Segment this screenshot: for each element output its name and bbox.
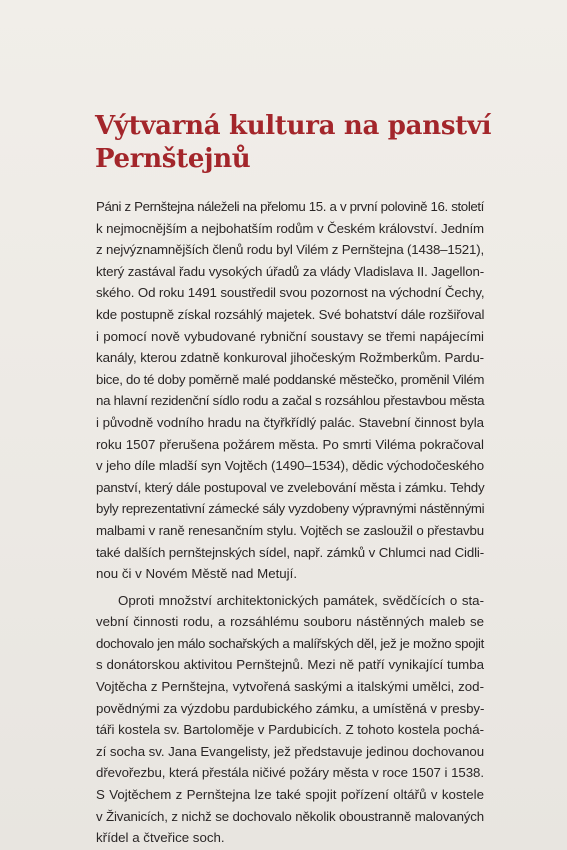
text-line: dřevořezbu, která přestála ničivé požáry města v roce 1507 i 1538. xyxy=(96,765,484,781)
text-line: kanály, kterou zdatně konkuroval jihočeským Rožmberkům. Pardu- xyxy=(96,350,484,366)
text-line: také dalších pernštejnských sídel, např. zámků v Chlumci nad Cidli- xyxy=(96,544,484,560)
title-line: Pernštejnů xyxy=(95,144,251,174)
text-line: Vojtěcha z Pernštejna, vytvořená saskými a italskými umělci, zod- xyxy=(96,679,484,695)
text-line: ského. Od roku 1491 soustředil svou pozornost na východní Čechy, xyxy=(96,285,485,301)
text-line: v Živanicích, z nichž se dochovalo několik oboustranně malovaných xyxy=(96,808,484,824)
body-text xyxy=(96,196,484,849)
text-line: nou či v Novém Městě nad Metují. xyxy=(96,566,298,582)
text-line: který zastával řadu vysokých úřadů za vlády Vladislava II. Jagellon- xyxy=(96,263,484,279)
text-line: s donátorskou aktivitou Pernštejnů. Mezi ně patří vynikající tumba xyxy=(96,657,484,673)
text-line: kde postupně získal rozsáhlý majetek. Své bohatství dále rozšiřoval xyxy=(96,306,485,322)
text-line: povědnými za výzdobu pardubického zámku, a umístěná v presby- xyxy=(96,700,485,716)
text-line: zí socha sv. Jana Evangelisty, jež představuje jedinou dochovanou xyxy=(96,743,485,759)
text-line: na hlavní rezidenční sídlo rodu a začal s rozsáhlou přestavbou města xyxy=(96,393,485,409)
text-line: vební činnosti rodu, a rozsáhlému souboru nástěnných maleb se xyxy=(96,614,484,630)
text-line: bice, do té doby poměrně malé poddanské městečko, proměnil Vilém xyxy=(96,371,485,387)
text-line: byly reprezentativní zámecké sály vyzdobeny výpravnými nástěnnými xyxy=(96,501,485,517)
text-line: z nejvýznamnějších členů rodu byl Vilém z Pernštejna (1438–1521), xyxy=(96,242,484,258)
text-line: k nejmocnějším a nejbohatším rodům v Českém království. Jedním xyxy=(96,220,484,236)
text-line: dochovalo jen málo sochařských a malířských děl, jež je možno spojit xyxy=(96,635,484,651)
paragraph-1 xyxy=(96,196,484,585)
text-line: panství, který dále postupoval ve zvelebování města i zámku. Tehdy xyxy=(96,479,485,495)
text-line: i původně vodního hradu na čtyřkřídlý palác. Stavební činnost byla xyxy=(96,414,484,430)
text-line: S Vojtěchem z Pernštejna lze také spojit pořízení oltářů v kostele xyxy=(96,787,484,803)
text-line: Oproti množství architektonických památek, svědčících o sta- xyxy=(118,592,484,608)
panel-title xyxy=(95,110,525,176)
title-line: Výtvarná kultura na panství xyxy=(95,111,492,141)
text-line: Páni z Pernštejna náleželi na přelomu 15. a v první polovině 16. století xyxy=(96,199,484,214)
text-line: i pomocí nově vybudované rybniční soustavy se třemi napájecími xyxy=(96,328,484,344)
text-line: v jeho díle mladší syn Vojtěch (1490–1534), dědic východočeského xyxy=(96,458,484,474)
text-line: malbami v raně renesančním stylu. Vojtěch se zasloužil o přestavbu xyxy=(96,522,484,538)
text-line: roku 1507 přerušena požárem města. Po smrti Viléma pokračoval xyxy=(96,436,484,452)
text-line: křídel a čtveřice soch. xyxy=(96,830,225,846)
paragraph-2 xyxy=(96,590,484,849)
text-line: táři kostela sv. Bartoloměje v Pardubicích. Z tohoto kostela pochá- xyxy=(96,722,484,738)
